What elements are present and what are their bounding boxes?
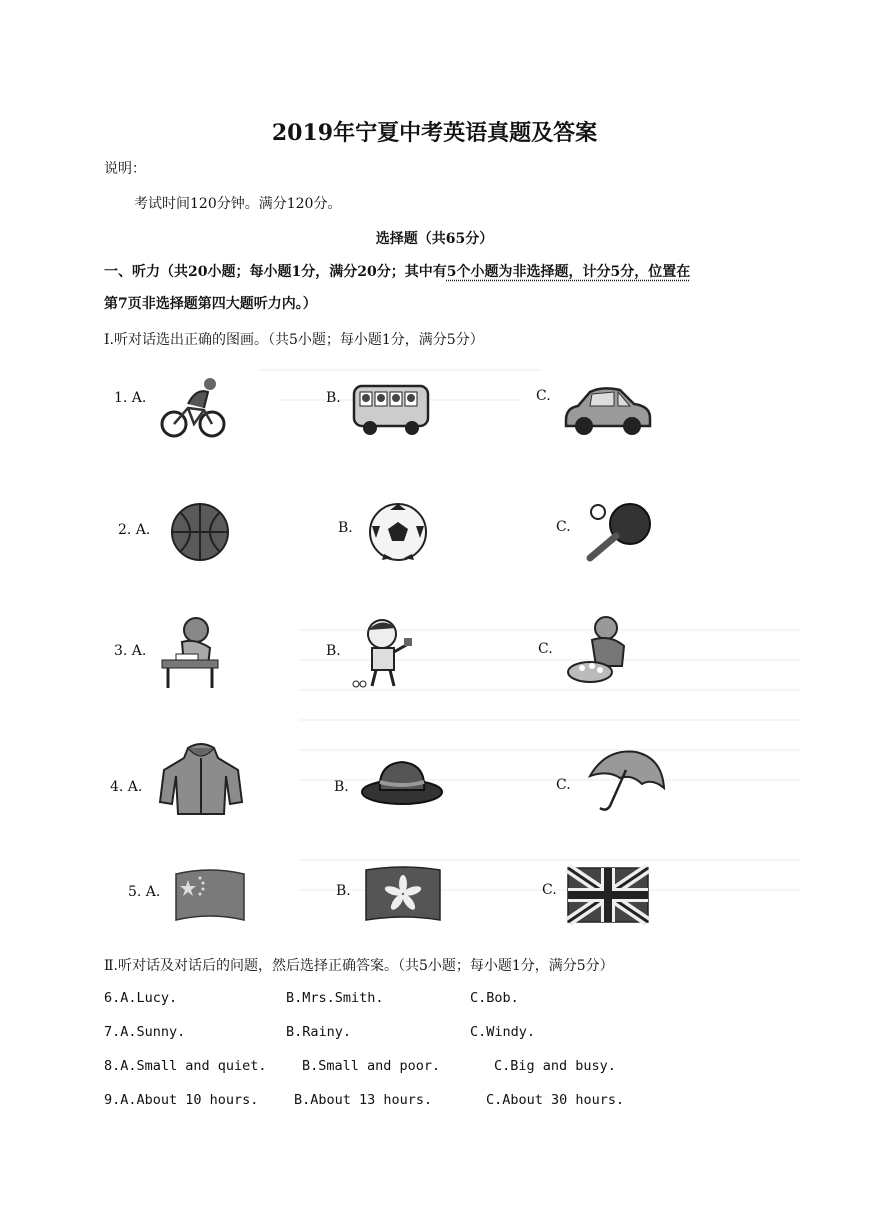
part1-line2: 第7页非选择题第四大题听力内。） [104, 296, 317, 312]
q1-label-a: 1. A. [114, 390, 147, 406]
cyclist-icon [160, 374, 226, 440]
boy-throwing-trash-icon [350, 616, 414, 692]
q6-option-a: 6.A.Lucy. [104, 990, 178, 1006]
q5-label-c: C. [542, 882, 557, 898]
part1-lead: 一、听力（共20小题；每小题1分，满分20分；其中有 [104, 264, 447, 280]
q3-label-c: C. [538, 641, 553, 657]
q5-label-b: B. [336, 883, 351, 899]
q8-option-c: C.Big and busy. [494, 1058, 616, 1074]
q8-option-b: B.Small and poor. [302, 1058, 441, 1074]
ping-pong-paddle-icon [584, 500, 656, 562]
q7-option-a: 7.A.Sunny. [104, 1024, 186, 1040]
part1-emphasis: 5个小题为非选择题，计分5分，位置在 [446, 264, 691, 280]
subsection-1-heading: Ⅰ.听对话选出正确的图画。（共5小题；每小题1分，满分5分） [104, 332, 484, 348]
umbrella-icon [586, 748, 668, 814]
q9-option-b: B.About 13 hours. [294, 1092, 433, 1108]
q9-option-c: C.About 30 hours. [486, 1092, 625, 1108]
q7-option-c: C.Windy. [470, 1024, 536, 1040]
note-label: 说明： [104, 161, 146, 177]
soccer-ball-icon [368, 502, 428, 562]
q3-label-b: B. [326, 643, 341, 659]
subsection-2-heading: Ⅱ.听对话及对话后的问题，然后选择正确答案。（共5小题；每小题1分，满分5分） [104, 958, 614, 974]
page-title: 2019年宁夏中考英语真题及答案 [271, 120, 598, 146]
q3-label-a: 3. A. [114, 643, 147, 659]
q6-option-c: C.Bob. [470, 990, 519, 1006]
hong-kong-flag-icon [364, 864, 442, 924]
boy-at-desk-icon [156, 614, 228, 690]
school-bus-icon [350, 380, 432, 438]
section-heading: 选择题（共65分） [375, 231, 494, 247]
part1-line1 [104, 261, 690, 281]
q6-option-b: B.Mrs.Smith. [286, 990, 384, 1006]
jacket-icon [158, 742, 244, 816]
q4-label-c: C. [556, 777, 571, 793]
q2-label-c: C. [556, 519, 571, 535]
q5-label-a: 5. A. [128, 884, 161, 900]
q8-option-a: 8.A.Small and quiet. [104, 1058, 267, 1074]
china-flag-icon [172, 866, 248, 924]
q7-option-b: B.Rainy. [286, 1024, 352, 1040]
uk-flag-icon [566, 866, 650, 924]
note-text: 考试时间120分钟。满分120分。 [134, 196, 342, 212]
car-icon [562, 384, 654, 438]
hat-icon [360, 756, 444, 806]
basketball-icon [170, 502, 230, 562]
q4-label-a: 4. A. [110, 779, 143, 795]
q2-label-a: 2. A. [118, 522, 151, 538]
q2-label-b: B. [338, 520, 353, 536]
q9-option-a: 9.A.About 10 hours. [104, 1092, 259, 1108]
q1-label-c: C. [536, 388, 551, 404]
q4-label-b: B. [334, 779, 349, 795]
boy-washing-icon [566, 614, 638, 686]
q1-label-b: B. [326, 390, 341, 406]
